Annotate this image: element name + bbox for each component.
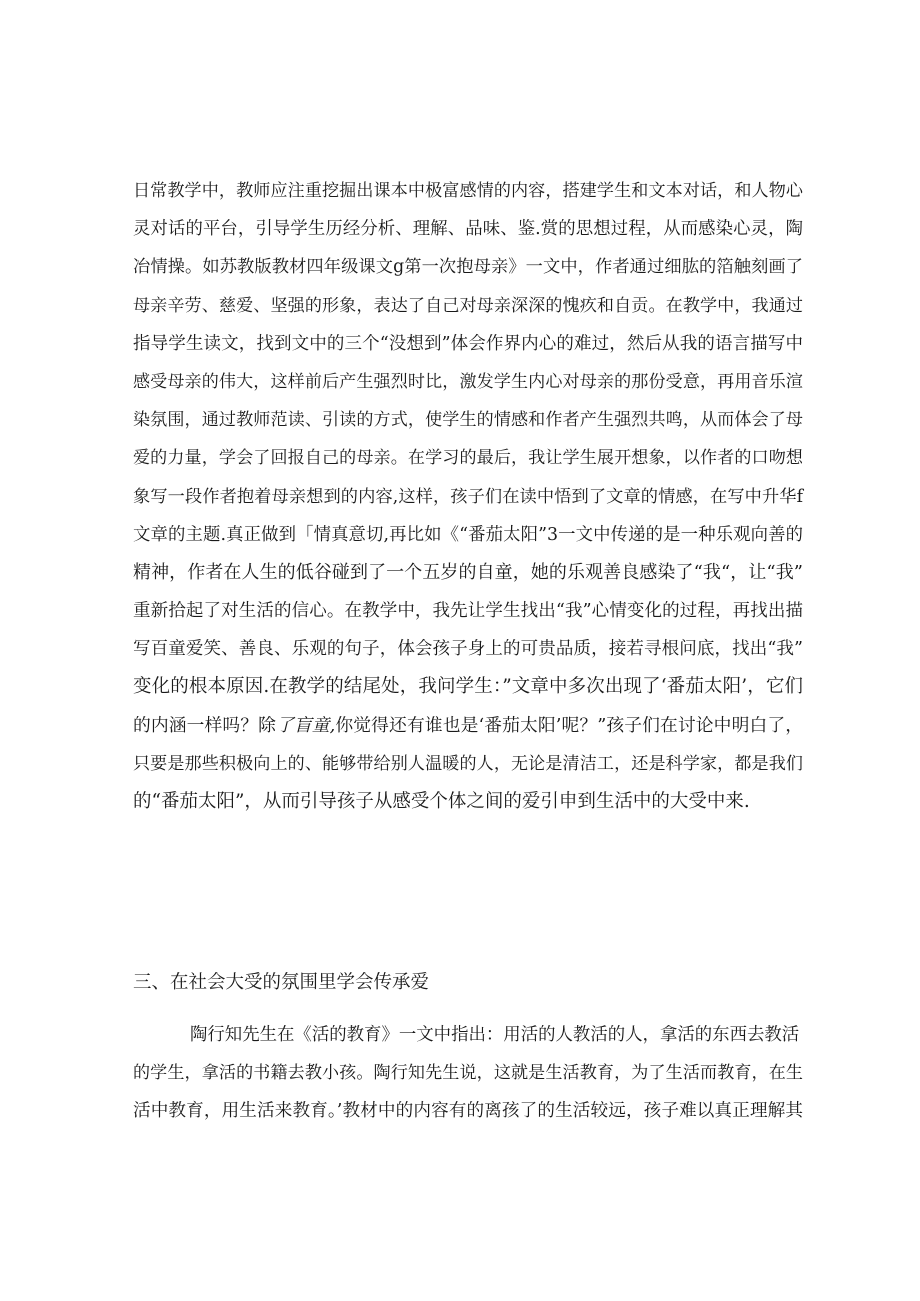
text-line: 精神，作者在人生的低谷碰到了一个五岁的自童，她的乐观善良感染了“我“，让“我” bbox=[133, 561, 803, 583]
text-line: 冶情操。如苏教版教材四年级课文g第一次抱母亲》一文中，作者通过细肱的箔触刻画了 bbox=[133, 257, 803, 278]
text-line: 灵对话的平台，引导学生历经分析、理解、品味、鉴.赏的思想过程，从而感染心灵，陶 bbox=[133, 219, 803, 240]
text-line: 重新拾起了对生活的信心。在教学中，我先让学生找出“我”心情变化的过程，再找出描 bbox=[133, 601, 803, 622]
text-line: 母亲辛劳、慈爱、坚强的形象，表达了自己对母亲深深的愧疚和自贡。在教学中，我通过 bbox=[133, 295, 803, 316]
text-line: 文章的主题.真正做到「情真意切,再比如《“番茄太阳”3一文中传递的是一种乐观向善的 bbox=[133, 524, 803, 545]
text-line: 日常教学中，教师应注重挖掘出课本中极富感情的内容，搭建学生和文本对话，和人物心 bbox=[133, 181, 803, 201]
text-line: 活中教育，用生活来教育。’教材中的内容有的离孩了的生活较远，孩子难以真正理解其 bbox=[133, 1101, 803, 1122]
text-line: 爱的力量，学会了回报自己的母亲。在学习的最后，我让学生展开想象，以作者的口吻想 bbox=[133, 448, 803, 469]
text-line: 写百童爱笑、善良、乐观的句子，体会孩子身上的可贵品质，接若寻根问底，找出“我” bbox=[133, 639, 803, 660]
text-segment: 的内涵一样吗？除 bbox=[133, 714, 277, 736]
section-heading: 三、在社会大受的氛围里学会传承爱 bbox=[133, 972, 430, 993]
italic-text-segment: 了盲童, bbox=[276, 714, 336, 736]
text-segment: 你觉得还有谁也是‘番茄太阳’呢？”孩子们在讨论中明白了， bbox=[335, 714, 803, 736]
text-line: 感受母亲的伟大，这样前后产生强烈时比，激发学生内心对母亲的那份受意，再用音乐渲 bbox=[133, 371, 803, 392]
text-line-indented: 陶行知先生在《活的教育》一文中指出：用活的人教活的人，拿活的东西去教活 bbox=[190, 1025, 800, 1045]
text-line-with-italic bbox=[133, 707, 803, 745]
paragraph-teaching-examples bbox=[133, 172, 803, 821]
text-line: 指导学生读文，找到文中的三个“没想到”体会作界内心的难过，然后从我的语言描写中 bbox=[133, 333, 803, 354]
text-line: 变化的根本原因.在教学的结尾处，我问学生：”文章中多次出现了‘番茄太阳’，它们 bbox=[133, 676, 803, 698]
paragraph-tao-xingzhi bbox=[133, 1016, 803, 1131]
text-line: 只要是那些积极向上的、能够带给别人温暖的人，无论是清洁工，还是科学家，都是我们 bbox=[133, 753, 803, 774]
text-line: 象写一段作者抱着母亲想到的内容,这样，孩子们在读中悟到了文章的情感，在写中升华f bbox=[133, 486, 803, 507]
text-line: 的学生，拿活的书籍去教小孩。陶行知先生说，这就是生活教育，为了生活而教育，在生 bbox=[133, 1063, 803, 1084]
text-line: 染氛围，通过教师范读、引读的方式，使学生的情感和作者产生强烈共鸣，从而体会了母 bbox=[133, 410, 803, 431]
text-line-last: 的“番茄太阳”，从而引导孩子从感受个体之间的爱引申到生活中的大受中来. bbox=[133, 791, 750, 812]
